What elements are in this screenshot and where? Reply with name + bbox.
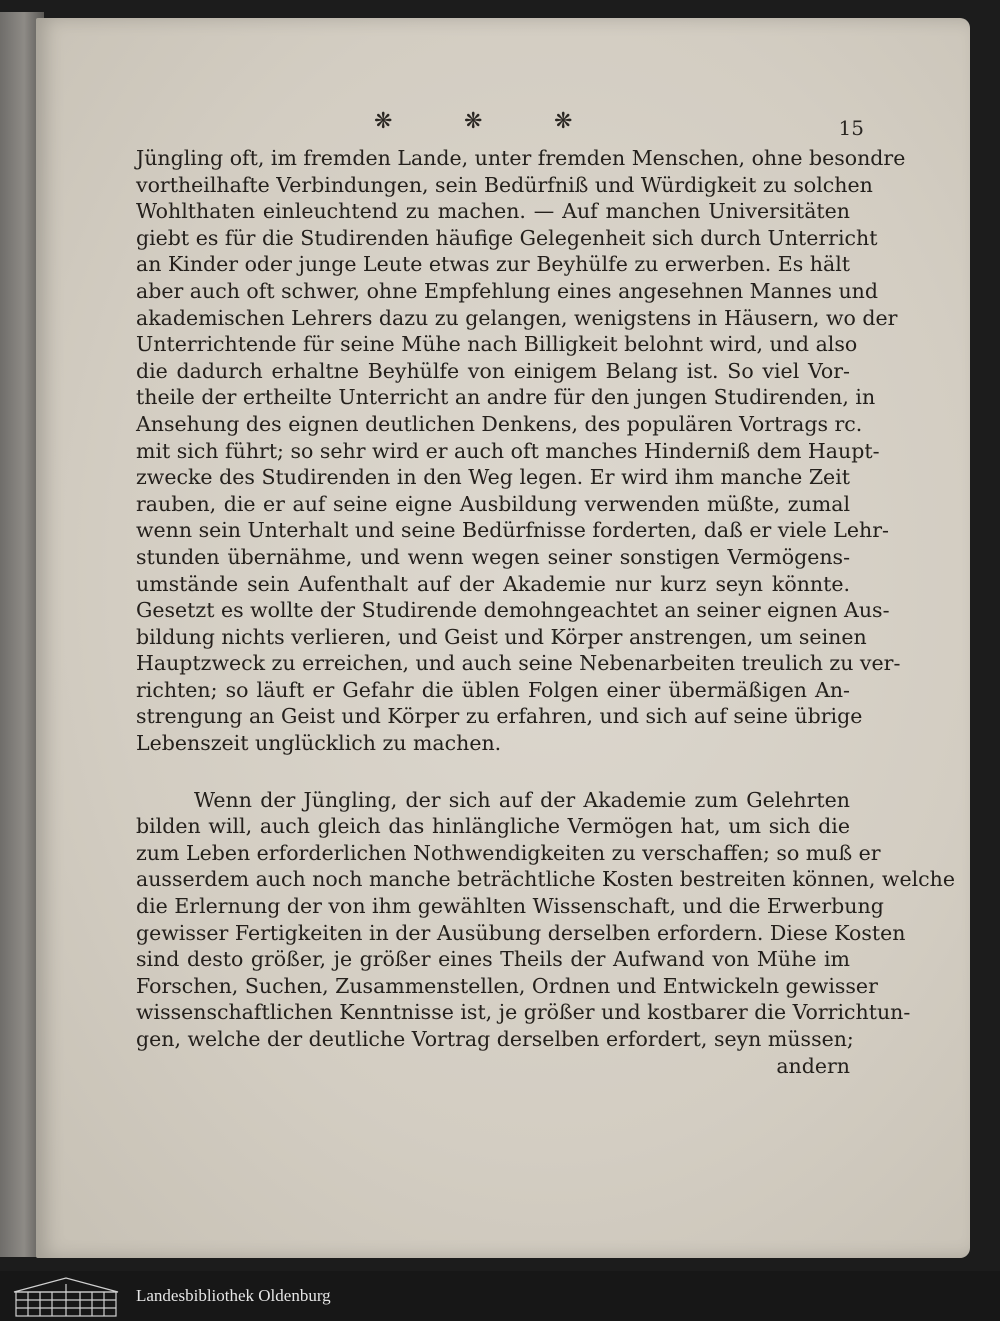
text-line: strengung an Geist und Körper zu erfahren, und sich auf seine übrige (136, 704, 863, 729)
library-footer (0, 1271, 1000, 1321)
text-line: an Kinder oder junge Leute etwas zur Beyhülfe zu erwerben. Es hält (136, 252, 850, 277)
page-number: 15 (838, 116, 864, 140)
text-line: stunden übernähme, und wenn wegen seiner sonstigen Vermögens- (136, 544, 850, 569)
text-line: Ansehung des eignen deutlichen Denkens, des populären Vortrags rc. (136, 411, 863, 436)
text-line: akademischen Lehrers dazu zu gelangen, wenigstens in Häusern, wo der (136, 305, 898, 330)
text-line: sind desto größer, je größer eines Theils der Aufwand von Mühe im (136, 947, 850, 972)
text-line: ausserdem auch noch manche beträchtliche Kosten bestreiten können, welche (136, 867, 955, 892)
book-page (36, 18, 970, 1258)
text-line: gen, welche der deutliche Vortrag derselben erfordert, seyn müssen; (136, 1027, 854, 1051)
ornament-glyph-2: ❋ (464, 109, 483, 134)
text-line: theile der ertheilte Unterricht an andre für den jungen Studirenden, in (136, 385, 876, 410)
text-line: rauben, die er auf seine eigne Ausbildung verwenden müßte, zumal (136, 491, 850, 516)
ornament-glyph-3: ❋ (554, 109, 573, 134)
text-line: Lebenszeit unglücklich zu machen. (136, 731, 502, 756)
text-line: zum Leben erforderlichen Nothwendigkeiten zu verschaffen; so muß er (136, 840, 881, 865)
paragraph-gap (136, 757, 850, 787)
body-text (136, 145, 955, 1079)
text-line: giebt es für die Studirenden häufige Gelegenheit sich durch Unterricht (136, 225, 878, 250)
library-name: Landesbibliothek Oldenburg (136, 1286, 331, 1305)
text-line: richten; so läuft er Gefahr die üblen Folgen einer übermäßigen An- (136, 677, 850, 702)
text-line: mit sich führt; so sehr wird er auch oft manches Hinderniß dem Haupt- (136, 438, 880, 463)
text-line: die dadurch erhaltne Beyhülfe von einigem Belang ist. So viel Vor- (136, 358, 850, 383)
text-line: bilden will, auch gleich das hinlängliche Vermögen hat, um sich die (136, 814, 850, 839)
catchword: andern (776, 1053, 850, 1078)
text-line: Hauptzweck zu erreichen, und auch seine Nebenarbeiten treulich zu ver- (136, 651, 901, 676)
text-line: umstände sein Aufenthalt auf der Akademie nur kurz seyn könnte. (136, 571, 850, 596)
text-line: Wohlthaten einleuchtend zu machen. — Auf manchen Universitäten (136, 199, 850, 224)
text-line: Jüngling oft, im fremden Lande, unter fremden Menschen, ohne besondre (136, 146, 906, 170)
text-line: Wenn der Jüngling, der sich auf der Akademie zum Gelehrten (194, 787, 850, 812)
text-line: gewisser Fertigkeiten in der Ausübung derselben erfordern. Diese Kosten (136, 920, 906, 945)
ornament-glyph-1: ❋ (374, 109, 393, 134)
text-line: bildung nichts verlieren, und Geist und Körper anstrengen, um seinen (136, 624, 867, 649)
text-line: wissenschaftlichen Kenntnisse ist, je größer und kostbarer die Vorrichtun- (136, 1000, 911, 1025)
text-line: aber auch oft schwer, ohne Empfehlung eines angesehnen Mannes und (136, 278, 878, 303)
library-building-logo-icon (8, 1274, 124, 1318)
text-line: Gesetzt es wollte der Studirende demohngeachtet an seiner eignen Aus- (136, 598, 890, 623)
text-line: wenn sein Unterhalt und seine Bedürfnisse forderten, daß er viele Lehr- (136, 518, 889, 543)
text-line: zwecke des Studirenden in den Weg legen. Er wird ihm manche Zeit (136, 465, 850, 490)
text-line: Unterrichtende für seine Mühe nach Billigkeit belohnt wird, und also (136, 332, 858, 357)
text-line: vortheilhafte Verbindungen, sein Bedürfniß und Würdigkeit zu solchen (136, 172, 873, 197)
text-line: Forschen, Suchen, Zusammenstellen, Ordnen und Entwickeln gewisser (136, 973, 878, 998)
text-line: die Erlernung der von ihm gewählten Wissenschaft, und die Erwerbung (136, 894, 884, 919)
